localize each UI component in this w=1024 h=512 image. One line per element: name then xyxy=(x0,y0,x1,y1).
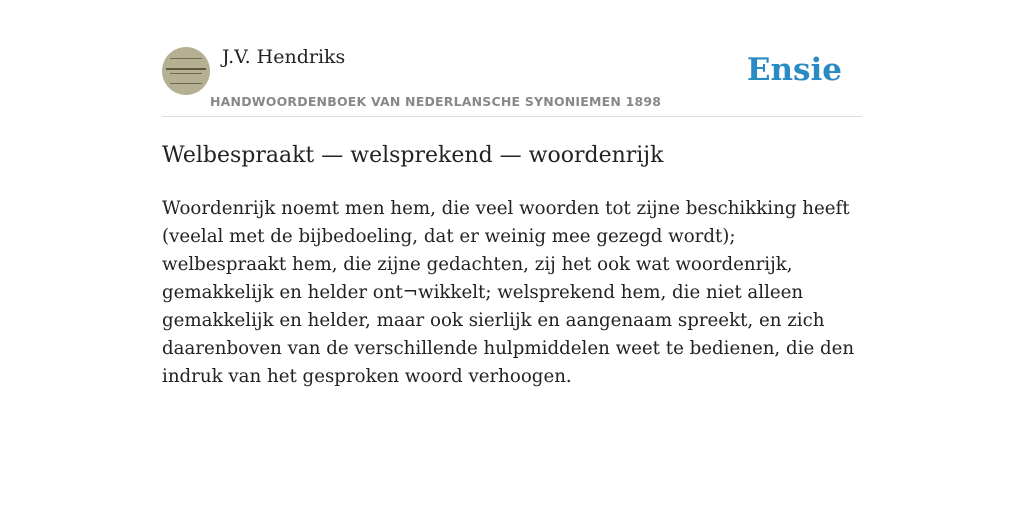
entry-title: Welbespraakt — welsprekend — woordenrijk xyxy=(162,143,664,168)
ensie-logo[interactable]: Ensie xyxy=(746,52,842,88)
source-title: HANDWOORDENBOEK VAN NEDERLANSCHE SYNONIEMEN 1898 xyxy=(210,94,662,109)
author-avatar[interactable] xyxy=(162,47,210,95)
author-name[interactable]: J.V. Hendriks xyxy=(222,46,346,68)
entry-card xyxy=(162,0,862,391)
entry-definition: Woordenrijk noemt men hem, die veel woorden tot zijne beschikking heeft (veelal met de bijbedoeling, dat er weinig mee gezegd wordt); welbespraakt hem, die zijne gedachten, zij het ook wat woordenrijk, gemakkelijk en helder ont¬wikkelt; welsprekend hem, die niet alleen gemakkelijk en helder, maar ook sierlijk en aangenaam spreekt, en zich daarenboven van de verschillende hulpmiddelen weet te bedienen, die den indruk van het gesproken woord verhoogen. xyxy=(162,198,855,387)
entry-header xyxy=(162,0,862,117)
